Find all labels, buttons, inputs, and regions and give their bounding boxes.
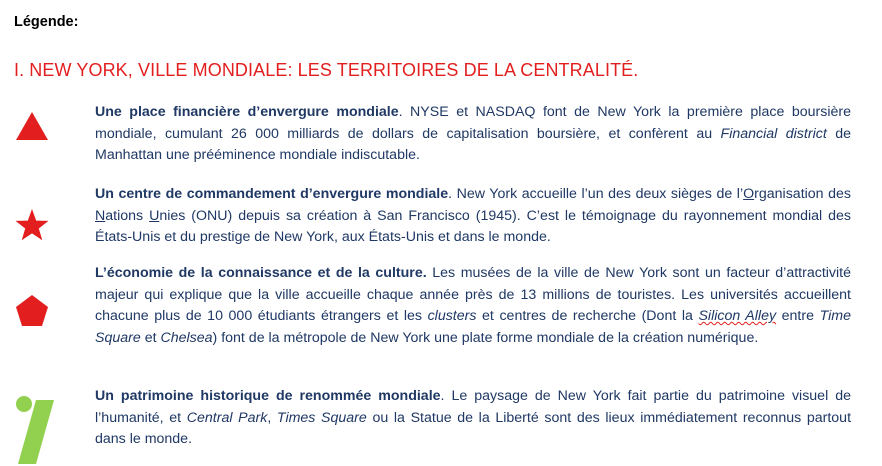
red-triangle-icon <box>14 110 50 142</box>
legend-item-heading: L’économie de la connaissance et de la culture. <box>95 265 427 281</box>
legend-item-text: Un centre de commandement d’envergure mondiale. New York accueille l’un des deux sièges de l’Organisation des Nations Unies (ONU) depuis sa création à San Francisco (1945). C’est le témoignage du rayonnement mondial des États-Unis et du prestige de New York, aux États-Unis et dans le monde. <box>95 186 851 246</box>
red-pentagon-icon <box>14 293 50 329</box>
section-title: I. NEW YORK, VILLE MONDIALE: LES TERRITOIRES DE LA CENTRALITÉ. <box>14 60 639 80</box>
legend-item-text: Une place financière d’envergure mondiale. NYSE et NASDAQ font de New York la première place boursière mondiale, cumulant 26 000 milliards de dollars de capitalisation boursière, et confèrent au Financial district de Manhattan une prééminence mondiale indiscutable. <box>95 104 851 164</box>
legend-item-heading: Un patrimoine historique de renommée mondiale <box>95 388 441 404</box>
legend-title: Légende: <box>14 14 79 30</box>
legend-item-text: L’économie de la connaissance et de la culture. Les musées de la ville de New York sont un facteur d’attractivité majeur qui explique que la ville accueille chaque année près de 13 millions de touristes. Les universités accueillent chacune plus de 10 000 étudiants étrangers et les clusters et centres de recherche (Dont la Silicon Alley entre Time Square et Chelsea) font de la métropole de New York une plate forme mondiale de la création numérique. <box>95 265 851 346</box>
green-heritage-icon <box>12 392 58 466</box>
legend-item-heading: Une place financière d’envergure mondiale <box>95 104 399 120</box>
legend-item-text: Un patrimoine historique de renommée mondiale. Le paysage de New York fait partie du patrimoine visuel de l’humanité, et Central Park, Times Square ou la Statue de la Liberté sont des lieux immédiatement reconnus partout dans le monde. <box>95 388 852 448</box>
red-star-icon <box>14 208 50 242</box>
legend-item-heading: Un centre de commandement d’envergure mondiale <box>95 186 449 202</box>
